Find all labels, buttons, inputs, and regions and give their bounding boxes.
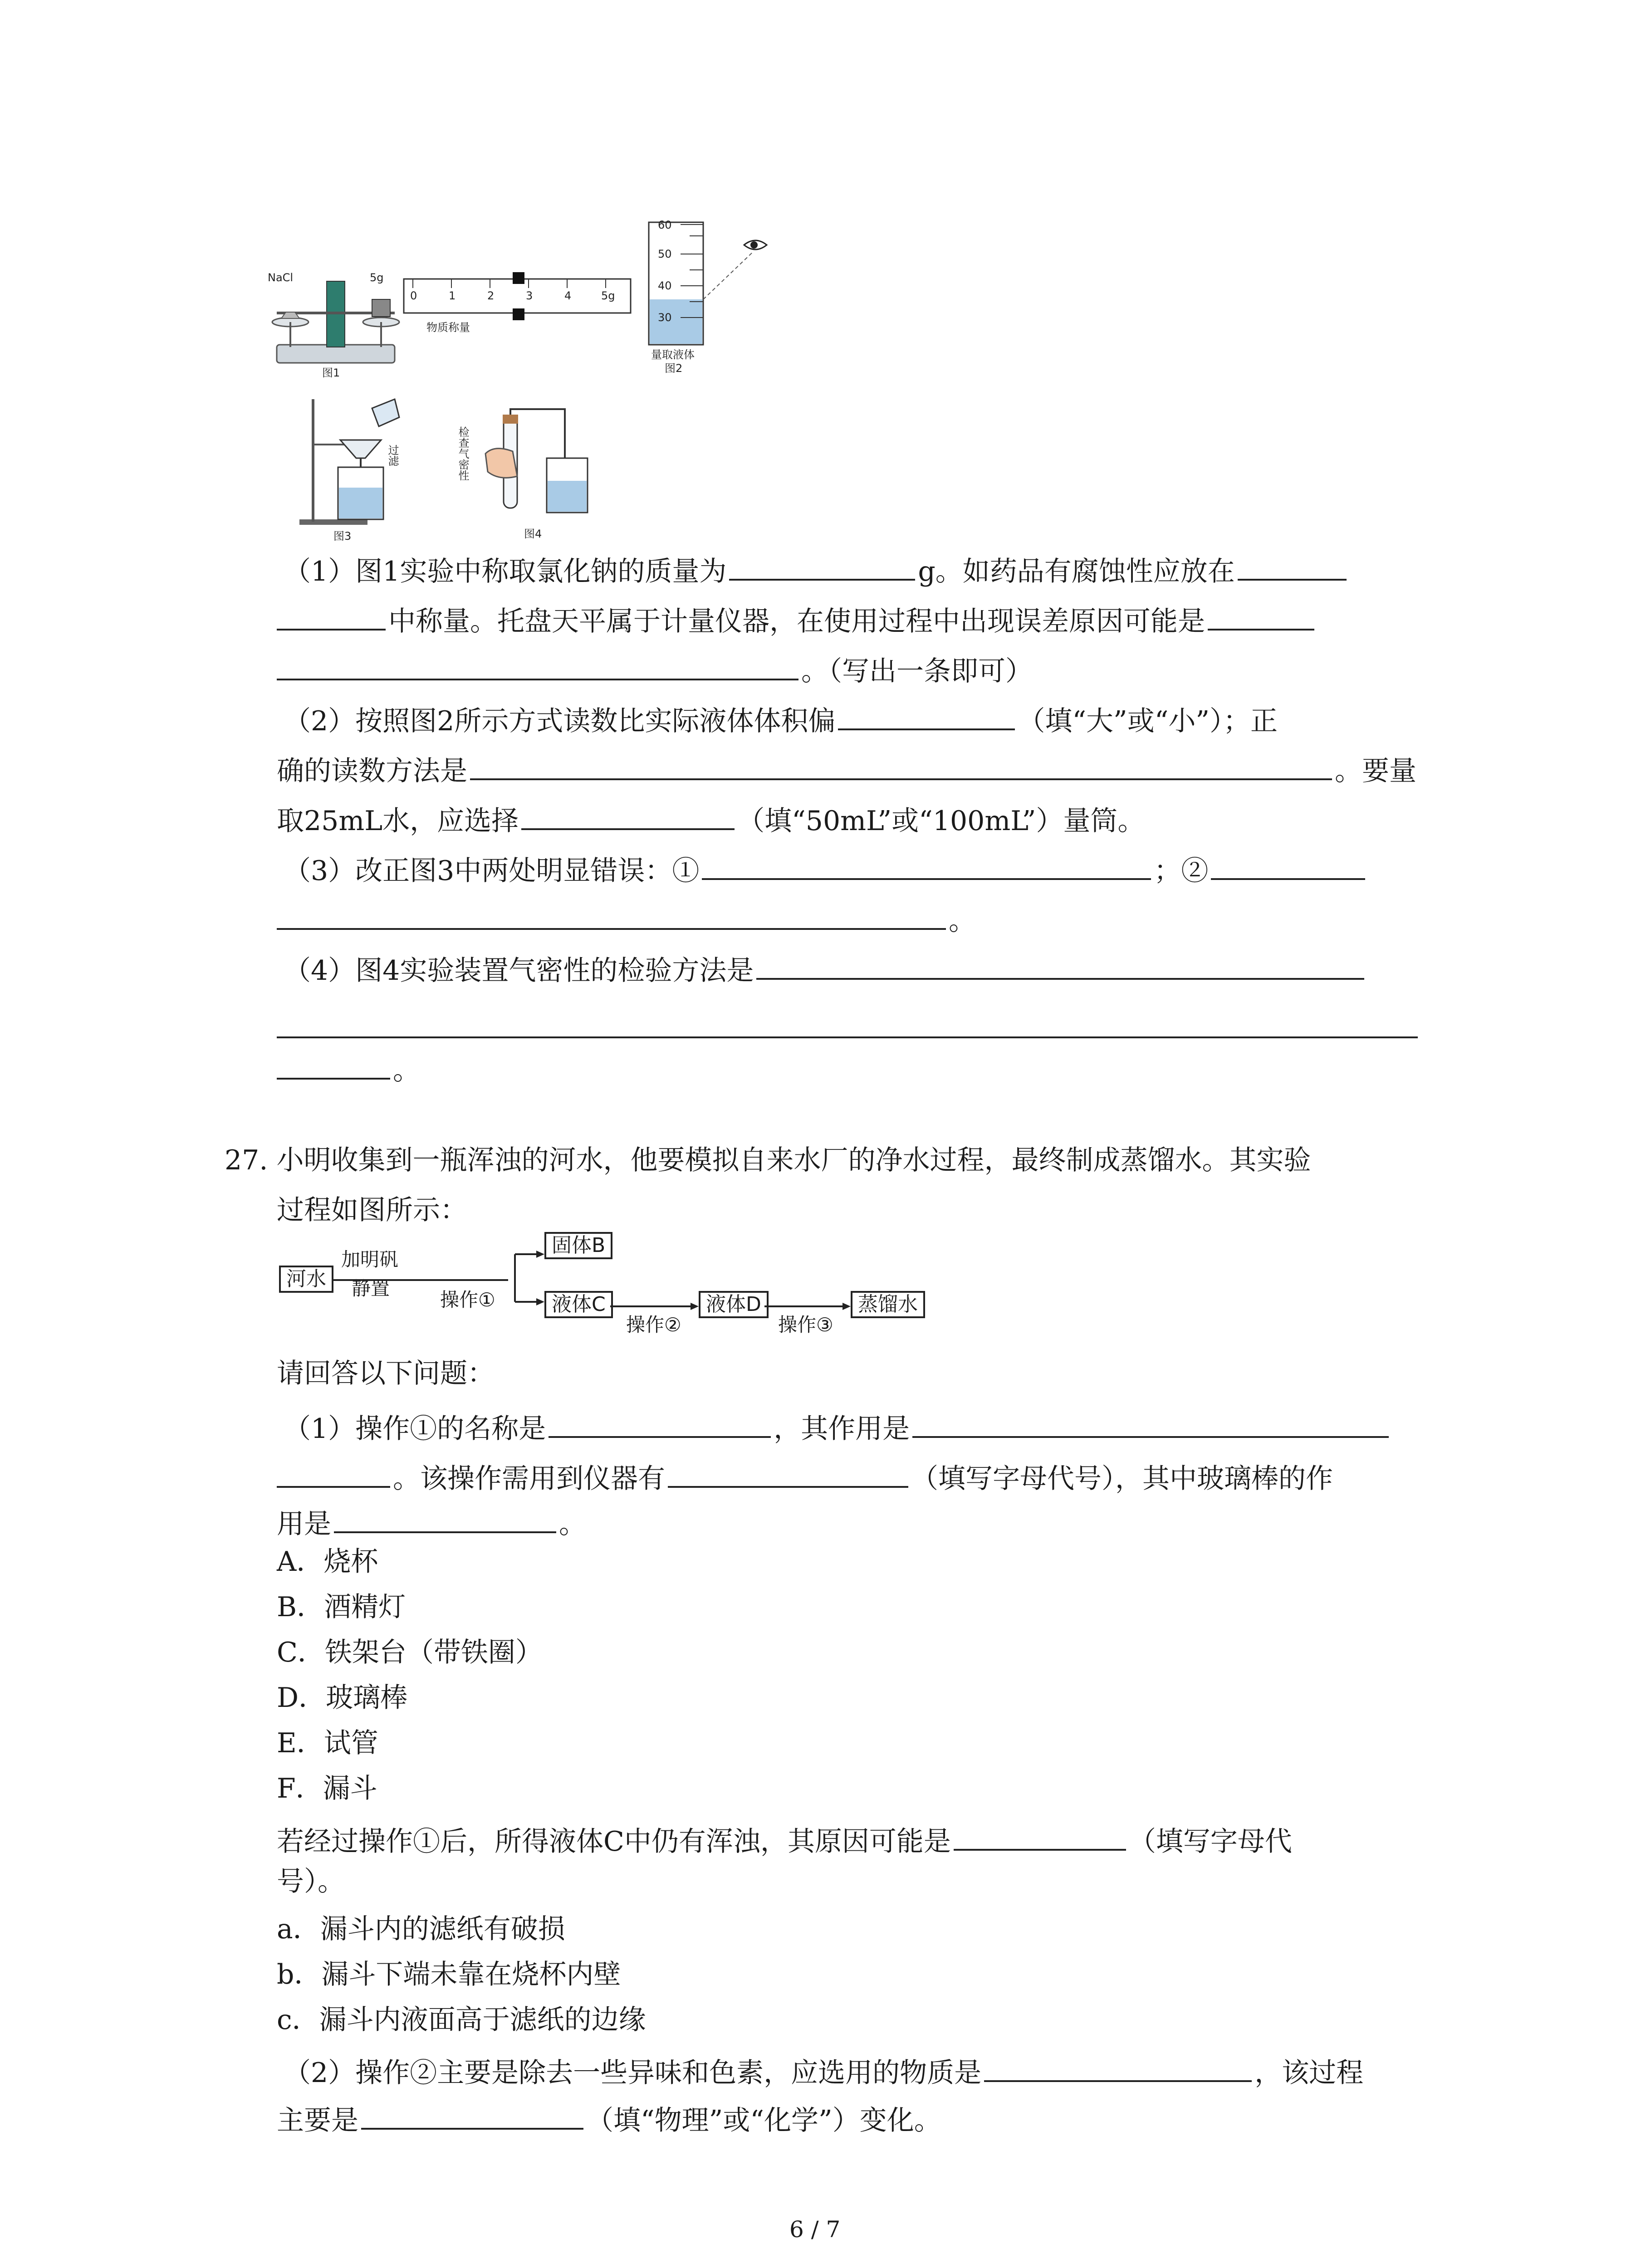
cylinder-tick: 60 <box>658 219 672 231</box>
figure-1-balance <box>268 254 640 381</box>
q26-part1-line3 <box>277 652 1033 685</box>
option-b: B．酒精灯 <box>277 1591 406 1623</box>
answer-blank[interactable] <box>277 652 798 680</box>
fig1-ruler-caption: 物质称量 <box>426 321 470 334</box>
answer-blank[interactable] <box>334 1505 556 1533</box>
q26-part1-line1 <box>284 552 1349 585</box>
answer-blank[interactable] <box>1238 552 1347 581</box>
q27-p1-text-d: （填写字母代号），其中玻璃棒的作 <box>911 1463 1333 1495</box>
option-c: C．铁架台（带铁圈） <box>277 1637 543 1668</box>
q26-part1-line2 <box>277 602 1317 635</box>
q27-p1-text-f: 。 <box>559 1508 586 1540</box>
q27-p2-text-d: （填“物理”或“化学”）变化。 <box>586 2105 941 2136</box>
q27-part1-line2 <box>277 1460 1333 1495</box>
q27-reason-text-b: （填写字母代 <box>1128 1826 1292 1857</box>
eye-icon <box>744 240 767 249</box>
fig4-caption: 图4 <box>524 528 542 540</box>
answer-blank[interactable] <box>668 1460 908 1488</box>
reason-c: c．漏斗内液面高于滤纸的边缘 <box>277 2004 646 2036</box>
q26-part4-line3 <box>277 1051 420 1084</box>
fig3-side-label: 过滤 <box>386 445 399 466</box>
answer-blank[interactable] <box>277 1036 1418 1038</box>
answer-blank[interactable] <box>277 1051 390 1080</box>
q26-p2-text-f: （填“50mL”或“100mL”）量筒。 <box>737 805 1145 837</box>
flow-box-river: 河水 <box>279 1266 333 1293</box>
fig2-caption: 图2 <box>665 362 683 375</box>
option-a: A．烧杯 <box>277 1546 378 1578</box>
q26-p2-text-b: （填“大”或“小”）；正 <box>1018 705 1278 737</box>
answer-blank[interactable] <box>549 1410 771 1438</box>
q26-part2-line1 <box>284 702 1278 735</box>
answer-blank[interactable] <box>954 1823 1126 1851</box>
q27-p2-text-c: 主要是 <box>277 2105 358 2136</box>
q27-reason-line1 <box>277 1823 1292 1855</box>
flow-label-op2: 操作② <box>626 1314 681 1336</box>
q26-part4-line1 <box>284 952 1367 987</box>
cylinder-tick: 30 <box>658 311 672 324</box>
option-f: F．漏斗 <box>277 1773 377 1804</box>
q26-p3-text-b: ；② <box>1154 855 1209 887</box>
fig3-caption: 图3 <box>333 530 352 543</box>
q26-p2-text-e: 取25mL水，应选择 <box>277 805 519 837</box>
answer-blank[interactable] <box>521 802 735 830</box>
figure-3-filtration <box>290 390 408 544</box>
answer-blank[interactable] <box>470 752 1332 780</box>
option-d: D．玻璃棒 <box>277 1682 408 1714</box>
figure-2-cylinder <box>635 213 785 386</box>
q27-p1-text-e: 用是 <box>277 1508 331 1540</box>
q27-part1-line3 <box>277 1505 586 1538</box>
answer-blank[interactable] <box>702 852 1151 880</box>
q26-p2-text-c: 确的读数方法是 <box>277 755 467 787</box>
fig1-weight-label: 5g <box>370 271 384 284</box>
cylinder-tick: 50 <box>658 248 672 260</box>
q27-reason-text-c: 号）。 <box>277 1866 345 1897</box>
ruler-tick: 5g <box>601 289 615 302</box>
ruler-tick: 2 <box>487 289 495 302</box>
answer-blank[interactable] <box>912 1410 1389 1438</box>
fig2-caption-top: 量取液体 <box>651 348 695 361</box>
q27-part2-line2 <box>277 2102 941 2134</box>
q26-p1-text-d: 。（写出一条即可） <box>801 655 1033 687</box>
q27-p2-text-a: （2）操作②主要是除去一些异味和色素，应选用的物质是 <box>284 2057 982 2089</box>
q27-part1-line1 <box>284 1410 1391 1445</box>
flow-box-distilled: 蒸馏水 <box>851 1291 925 1318</box>
q27-prompt: 请回答以下问题： <box>277 1358 495 1389</box>
fig1-nacl-label: NaCl <box>268 271 294 284</box>
answer-blank[interactable] <box>277 902 946 930</box>
ruler-tick: 0 <box>410 289 417 302</box>
reason-b: b．漏斗下端未靠在烧杯内壁 <box>277 1959 621 1990</box>
answer-blank[interactable] <box>838 702 1015 730</box>
q26-p1-text-a: （1）图1实验中称取氯化钠的质量为 <box>284 556 727 587</box>
flow-box-liquid-c: 液体C <box>544 1291 613 1318</box>
flow-label-add-alum: 加明矾 <box>341 1248 399 1271</box>
q27-intro-text-1: 小明收集到一瓶浑浊的河水，他要模拟自来水厂的净水过程，最终制成蒸馏水。其实验 <box>276 1144 1311 1176</box>
q26-p2-text-a: （2）按照图2所示方式读数比实际液体体积偏 <box>284 705 836 737</box>
question-number: 27. <box>225 1144 268 1176</box>
q27-part2-line1 <box>284 2054 1363 2087</box>
q26-p1-text-b: g。如药品有腐蚀性应放在 <box>918 556 1235 587</box>
answer-blank[interactable] <box>1208 602 1314 631</box>
q26-part3-line2 <box>277 902 976 937</box>
answer-blank[interactable] <box>729 552 915 581</box>
q27-p1-text-b: ，其作用是 <box>774 1413 910 1445</box>
flow-box-solid-b: 固体B <box>544 1232 612 1259</box>
answer-blank[interactable] <box>277 602 386 631</box>
answer-blank[interactable] <box>277 1460 390 1488</box>
answer-blank[interactable] <box>1211 852 1365 880</box>
page-number: 6 / 7 <box>789 2216 841 2243</box>
answer-blank[interactable] <box>756 952 1364 980</box>
q26-part2-line2 <box>277 752 1416 785</box>
flow-box-liquid-d: 液体D <box>699 1291 769 1318</box>
answer-blank[interactable] <box>361 2102 583 2130</box>
q27-intro-line1 <box>225 1144 1311 1176</box>
q27-p1-text-a: （1）操作①的名称是 <box>284 1413 546 1445</box>
q26-p1-text-c: 中称量。托盘天平属于计量仪器，在使用过程中出现误差原因可能是 <box>388 606 1205 637</box>
ruler-tick: 3 <box>526 289 533 302</box>
flow-arrows <box>272 1225 930 1343</box>
flow-label-op1: 操作① <box>440 1289 495 1311</box>
flow-label-settle: 静置 <box>352 1277 390 1300</box>
q26-p4-text-a: （4）图4实验装置气密性的检验方法是 <box>284 955 754 987</box>
q26-p4-text-b: 。 <box>393 1055 420 1086</box>
q26-p3-text-c: 。 <box>949 905 976 937</box>
q26-p3-text-a: （3）改正图3中两处明显错误：① <box>284 855 700 887</box>
option-e: E．试管 <box>277 1727 378 1759</box>
ruler-tick: 4 <box>564 289 572 302</box>
answer-blank[interactable] <box>984 2054 1252 2082</box>
figure-4-airtightness <box>454 408 626 544</box>
q27-p2-text-b: ，该过程 <box>1254 2057 1364 2089</box>
fig4-side-label: 检查气密性 <box>456 426 469 481</box>
fig1-caption: 图1 <box>322 367 340 379</box>
q26-part2-line3 <box>277 802 1145 835</box>
cylinder-tick: 40 <box>658 279 672 292</box>
q27-p1-text-c: 。该操作需用到仪器有 <box>393 1463 665 1495</box>
ruler-tick: 1 <box>449 289 456 302</box>
q26-part3-line1 <box>284 852 1368 885</box>
reason-a: a．漏斗内的滤纸有破损 <box>277 1913 565 1945</box>
q27-intro-text-2: 过程如图所示： <box>277 1194 467 1226</box>
flow-label-op3: 操作③ <box>778 1314 833 1336</box>
q26-p2-text-d: 。要量 <box>1335 755 1416 787</box>
q27-reason-text-a: 若经过操作①后，所得液体C中仍有浑浊，其原因可能是 <box>277 1826 951 1857</box>
